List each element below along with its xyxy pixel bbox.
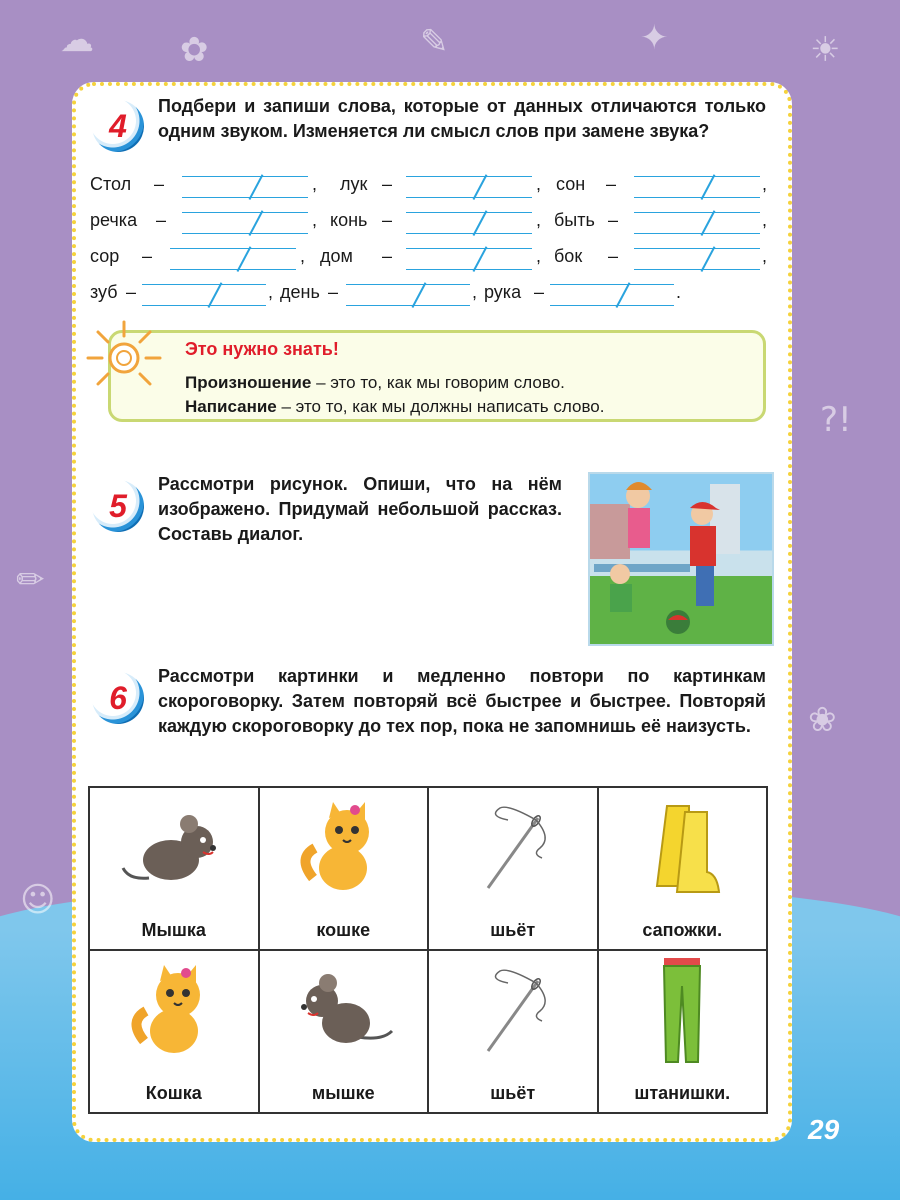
info-line-2	[185, 397, 604, 417]
page-number: 29	[808, 1114, 840, 1145]
row1-comma3: ,	[762, 174, 768, 194]
grid-caption: мышке	[311, 1083, 375, 1103]
sun-doodle-icon: ☀	[810, 30, 841, 70]
row3-comma3: ,	[762, 246, 768, 266]
grid-caption: сапожки.	[642, 920, 723, 940]
row1-blank2[interactable]	[406, 176, 532, 198]
children-illustration	[590, 474, 772, 644]
mouse-icon	[90, 788, 258, 908]
tongue-twister-grid	[88, 786, 768, 1114]
row3-dash3: –	[608, 246, 619, 266]
row1-dash2: –	[382, 174, 393, 194]
needle-icon	[429, 788, 597, 908]
row3-blank2[interactable]	[406, 248, 532, 270]
grid-cell	[89, 787, 259, 950]
row1-dash1: –	[154, 174, 165, 194]
info-box	[108, 330, 766, 422]
row4-period: .	[676, 282, 682, 302]
row3-word3: бок	[554, 246, 583, 266]
info-title: Это нужно знать!	[185, 339, 339, 359]
task5-number-badge	[92, 480, 144, 532]
task5-number: 5	[109, 487, 127, 524]
row4-blank3[interactable]	[550, 284, 674, 306]
grid-caption: Мышка	[141, 920, 206, 940]
row4-dash2: –	[328, 282, 339, 302]
row2-word1: речка	[90, 210, 138, 230]
row1-blank3[interactable]	[634, 176, 760, 198]
row4-dash1: –	[126, 282, 137, 302]
book-doodle-icon: ✎	[420, 22, 449, 62]
row1-word3: сон	[556, 174, 586, 194]
task6-number-badge	[92, 672, 144, 724]
row3-dash2: –	[382, 246, 393, 266]
flower-doodle-icon: ✿	[180, 30, 209, 70]
row3-comma2: ,	[536, 246, 542, 266]
question-doodle-icon: ?!	[820, 400, 852, 440]
row4-word1: зуб	[90, 282, 118, 302]
row2-blank1[interactable]	[182, 212, 308, 234]
grid-cell	[259, 950, 429, 1113]
pencil-doodle-icon: ✏	[16, 560, 45, 600]
task4-text: Подбери и запиши слова, которые от данных отличаются только одним звуком. Изменяется ли смысл слов при замене звука?	[158, 96, 766, 141]
mouse-icon	[260, 951, 428, 1071]
grid-caption: Кошка	[145, 1083, 202, 1103]
needle-icon	[429, 951, 597, 1071]
grid-caption: шьёт	[490, 1083, 536, 1103]
info-text-1: – это то, как мы говорим слово.	[311, 373, 565, 392]
grid-cell	[428, 787, 598, 950]
cat-icon	[90, 951, 258, 1071]
cloud-doodle-icon: ☁	[60, 20, 94, 60]
grid-cell	[598, 787, 768, 950]
row1-comma1: ,	[312, 174, 318, 194]
grid-caption: кошке	[316, 920, 371, 940]
grid-cell	[259, 787, 429, 950]
row2-dash3: –	[608, 210, 619, 230]
row4-comma2: ,	[472, 282, 478, 302]
row3-dash1: –	[142, 246, 153, 266]
row2-word3: быть	[554, 210, 595, 230]
grid-cell	[598, 950, 768, 1113]
row4-blank1[interactable]	[142, 284, 266, 306]
task4-number-badge	[92, 100, 144, 152]
info-term-1: Произношение	[185, 373, 312, 392]
info-text-2: – это то, как мы должны написать слово.	[276, 397, 605, 416]
grid-row-2	[89, 950, 767, 1113]
row2-blank2[interactable]	[406, 212, 532, 234]
row4-word3: рука	[484, 282, 522, 302]
row1-dash3: –	[606, 174, 617, 194]
row3-word1: сор	[90, 246, 120, 266]
flower2-doodle-icon: ❀	[808, 700, 837, 740]
row3-blank3[interactable]	[634, 248, 760, 270]
row2-comma1: ,	[312, 210, 318, 230]
row1-blank1[interactable]	[182, 176, 308, 198]
info-line-1	[185, 373, 565, 393]
row4-comma1: ,	[268, 282, 274, 302]
task6-text: Рассмотри картинки и медленно повтори по картинкам скороговорку. Затем повторяй всё быстрее и быстрее. Повторяй каждую скороговорку до тех пор, пока не запомнишь её наизусть.	[158, 666, 766, 736]
task6-number: 6	[109, 679, 127, 716]
smile-doodle-icon: ☺	[20, 880, 56, 920]
row4-word2: день	[280, 282, 320, 302]
grid-cell	[89, 950, 259, 1113]
row4-dash3: –	[534, 282, 545, 302]
star-doodle-icon: ✦	[640, 18, 669, 58]
grid-caption: штанишки.	[634, 1083, 731, 1103]
row4-blank2[interactable]	[346, 284, 470, 306]
row3-blank1[interactable]	[170, 248, 296, 270]
cat-icon	[260, 788, 428, 908]
row2-comma2: ,	[536, 210, 542, 230]
boots-icon	[599, 788, 767, 908]
row2-blank3[interactable]	[634, 212, 760, 234]
row1-word2: лук	[340, 174, 368, 194]
grid-caption: шьёт	[490, 920, 536, 940]
info-term-2: Написание	[185, 397, 277, 416]
row1-comma2: ,	[536, 174, 542, 194]
grid-row-1	[89, 787, 767, 950]
task5-text: Рассмотри рисунок. Опиши, что на нём изображено. Придумай небольшой рассказ. Составь диалог.	[158, 474, 562, 544]
row2-comma3: ,	[762, 210, 768, 230]
row1-word1: Стол	[90, 174, 132, 194]
trousers-icon	[599, 951, 767, 1071]
row3-comma1: ,	[300, 246, 306, 266]
row2-dash1: –	[156, 210, 167, 230]
children-scene-image	[588, 472, 774, 646]
sun-icon	[84, 318, 164, 388]
grid-cell	[428, 950, 598, 1113]
task4-number: 4	[109, 107, 127, 144]
row2-dash2: –	[382, 210, 393, 230]
row2-word2: конь	[330, 210, 368, 230]
row3-word2: дом	[320, 246, 353, 266]
